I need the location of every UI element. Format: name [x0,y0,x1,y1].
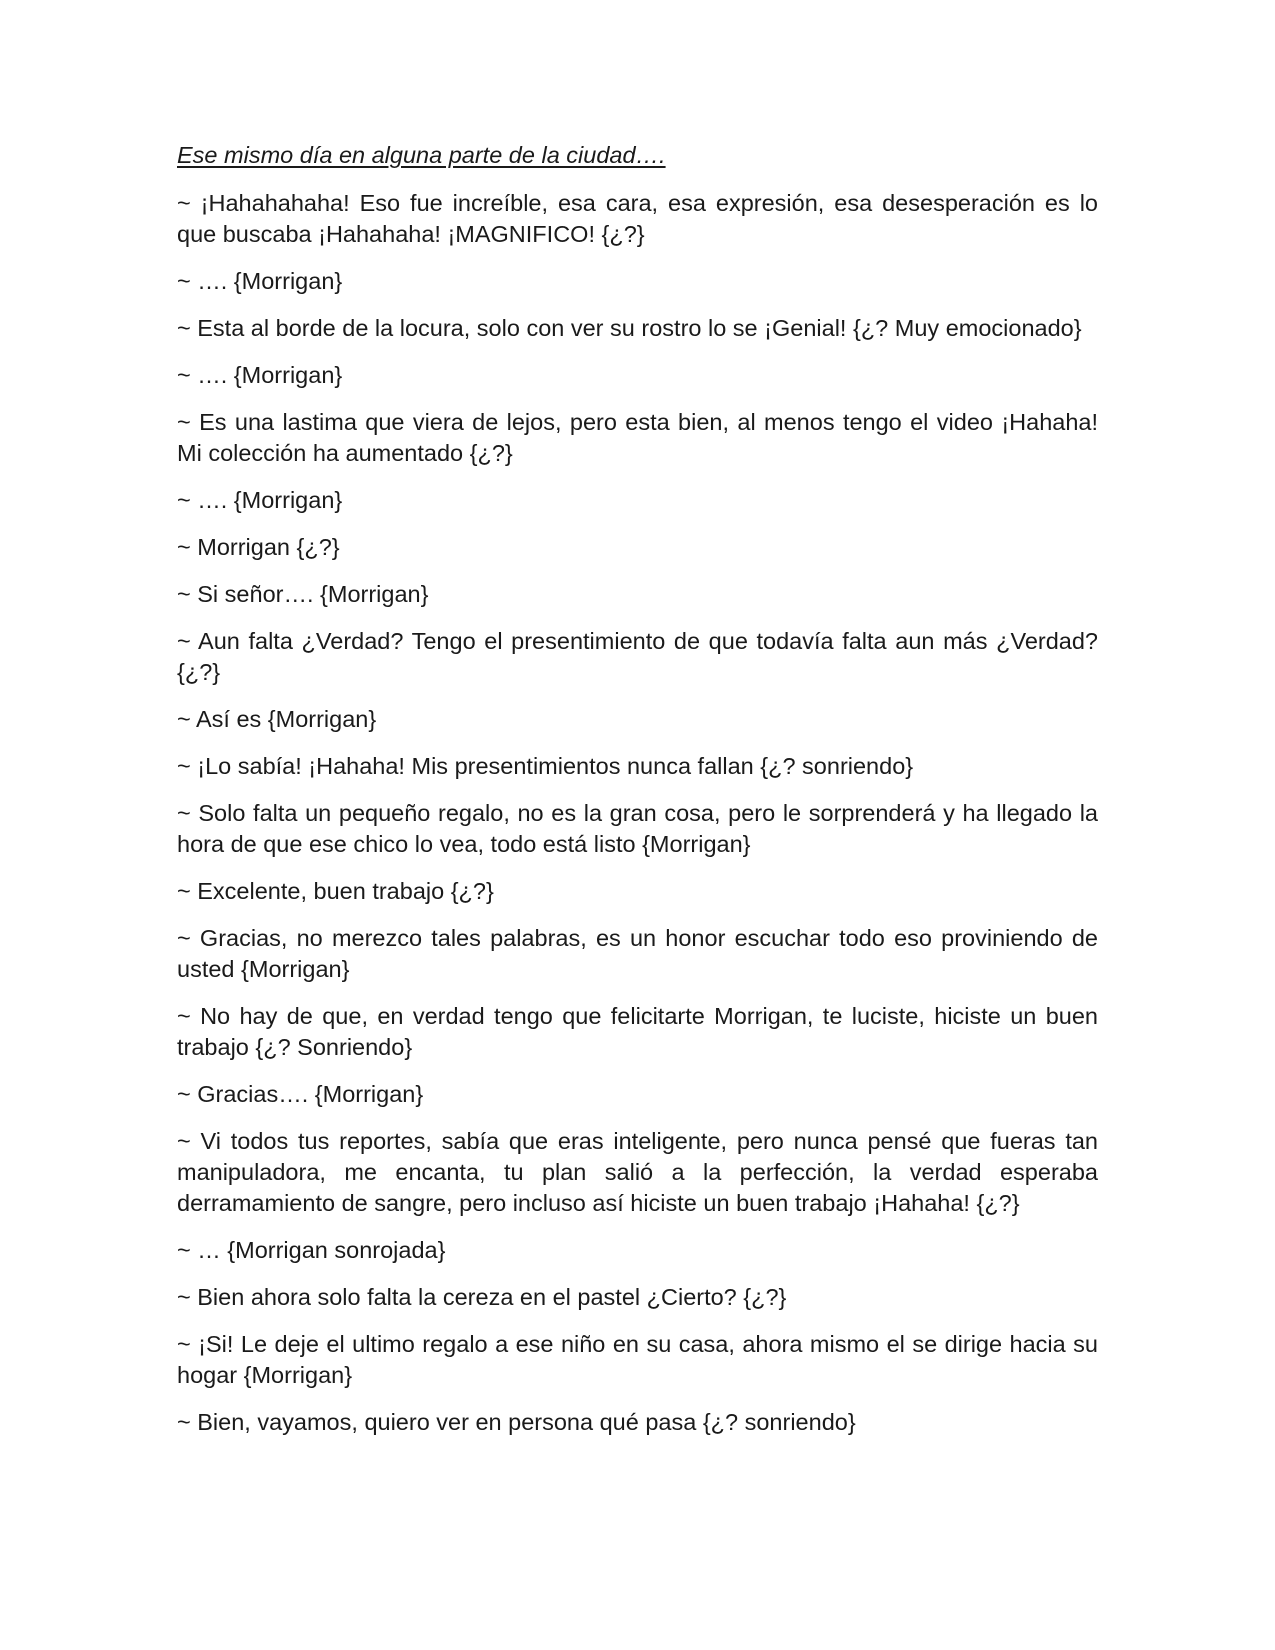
dialogue-line: ~ ¡Si! Le deje el ultimo regalo a ese niño en su casa, ahora mismo el se dirige hacia su hogar {Morrigan} [177,1331,1098,1388]
dialogue-line: ~ Gracias…. {Morrigan} [177,1081,424,1107]
dialogue-line: ~ No hay de que, en verdad tengo que felicitarte Morrigan, te luciste, hiciste un buen trabajo {¿? Sonriendo} [177,1003,1098,1060]
dialogue-line: ~ …. {Morrigan} [177,487,343,513]
dialogue-line: ~ …. {Morrigan} [177,362,343,388]
dialogue-line: ~ Gracias, no merezco tales palabras, es un honor escuchar todo eso proviniendo de usted {Morrigan} [177,925,1098,982]
dialogue-line: ~ Vi todos tus reportes, sabía que eras inteligente, pero nunca pensé que fueras tan manipuladora, me encanta, tu plan salió a la perfección, la verdad esperaba derramamiento de sangre, pero incluso así hiciste un buen trabajo ¡Hahaha! {¿?} [177,1128,1098,1216]
dialogue-line: ~ Esta al borde de la locura, solo con ver su rostro lo se ¡Genial! {¿? Muy emocionado} [177,315,1082,341]
dialogue-line: ~ … {Morrigan sonrojada} [177,1237,446,1263]
dialogue-line: ~ Es una lastima que viera de lejos, pero esta bien, al menos tengo el video ¡Hahaha! Mi colección ha aumentado {¿?} [177,409,1098,466]
dialogue-line: ~ Bien, vayamos, quiero ver en persona qué pasa {¿? sonriendo} [177,1409,856,1435]
dialogue-line: ~ Aun falta ¿Verdad? Tengo el presentimiento de que todavía falta aun más ¿Verdad? {¿?} [177,628,1098,685]
dialogue-line: ~ Solo falta un pequeño regalo, no es la gran cosa, pero le sorprenderá y ha llegado la hora de que ese chico lo vea, todo está listo {Morrigan} [177,800,1098,857]
dialogue-line: ~ Así es {Morrigan} [177,706,377,732]
dialogue-line: ~ ¡Hahahahaha! Eso fue increíble, esa cara, esa expresión, esa desesperación es lo que buscaba ¡Hahahaha! ¡MAGNIFICO! {¿?} [177,190,1098,247]
dialogue-line: ~ Excelente, buen trabajo {¿?} [177,878,494,904]
document-page [177,140,1098,1438]
dialogue-line: ~ ¡Lo sabía! ¡Hahaha! Mis presentimientos nunca fallan {¿? sonriendo} [177,753,914,779]
dialogue-line: ~ Si señor…. {Morrigan} [177,581,429,607]
scene-heading: Ese mismo día en alguna parte de la ciudad…. [177,142,666,168]
dialogue-line: ~ Morrigan {¿?} [177,534,340,560]
dialogue-line: ~ Bien ahora solo falta la cereza en el pastel ¿Cierto? {¿?} [177,1284,787,1310]
dialogue-line: ~ …. {Morrigan} [177,268,343,294]
